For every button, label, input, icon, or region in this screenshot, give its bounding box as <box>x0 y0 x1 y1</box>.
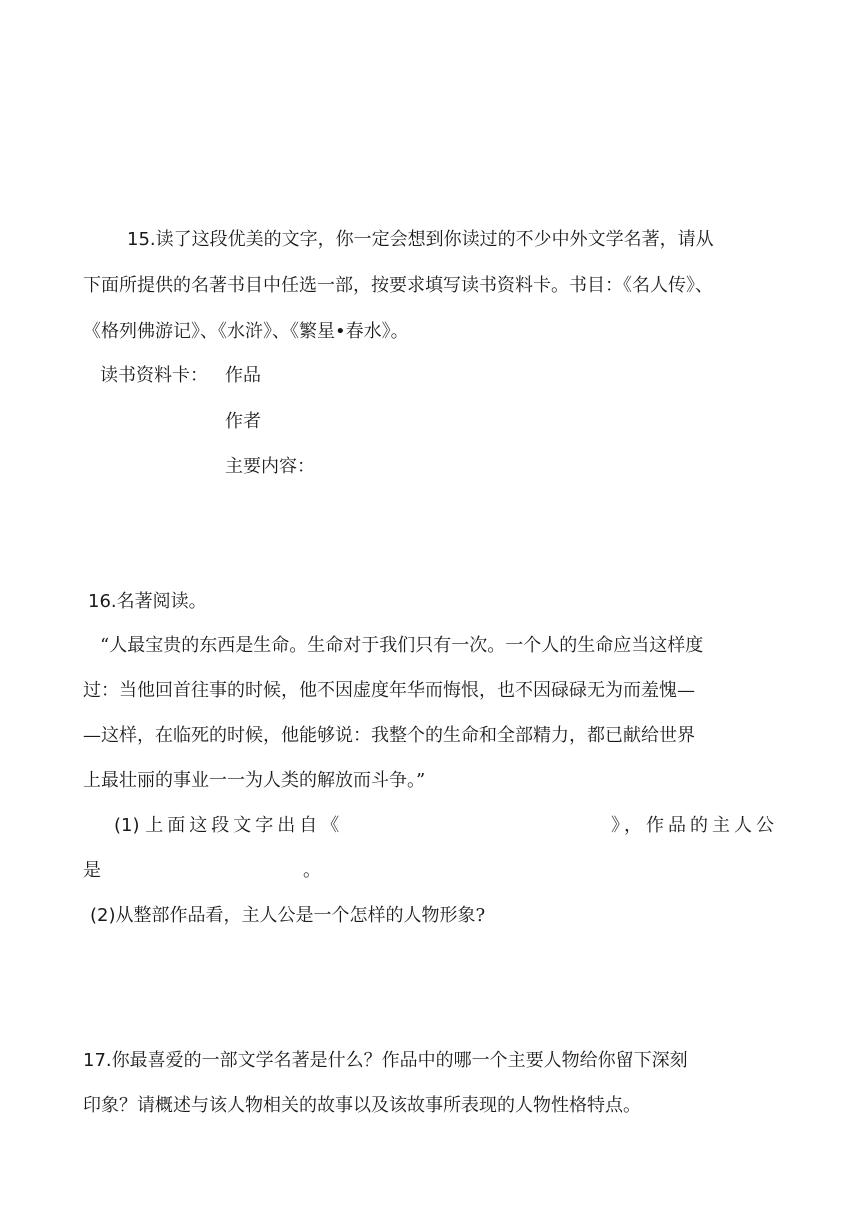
q16-sub2 <box>90 904 485 928</box>
q16-sub1-text-c: 是 <box>83 860 101 881</box>
q15-line-2: 下面所提供的名著书目中任选一部，按要求填写读书资料卡。书目：《名人传》、 <box>83 275 713 296</box>
q16-sub1-number: (1) <box>114 815 140 836</box>
q16-sub2-number: (2) <box>90 905 116 926</box>
q15-text-1: 读了这段优美的文字，你一定会想到你读过的不少中外文学名著，请从 <box>155 229 714 250</box>
q16-sub1-line-1 <box>114 814 778 838</box>
q17-line-2: 印象？请概述与该人物相关的故事以及该故事所表现的人物性格特点。 <box>83 1095 641 1116</box>
q15-line-3: 《格列佛游记》、《水浒》、《繁星•春水》。 <box>83 321 409 342</box>
q16-sub2-text: 从整部作品看，主人公是一个怎样的人物形象? <box>115 905 486 926</box>
q16-quote-line-3: —这样，在临死的时候，他能够说：我整个的生命和全部精力，都已献给世界 <box>83 725 695 746</box>
card-field-author: 作者 <box>225 411 261 432</box>
q16-quote-line-4: 上最壮丽的事业一一为人类的解放而斗争。” <box>83 770 426 791</box>
q15-line-1 <box>127 228 714 252</box>
q17-text-1: 你最喜爱的一部文学名著是什么？作品中的哪一个主要人物给你留下深刻 <box>111 1050 688 1071</box>
q16-sub1-text-a: 上面这段文字出自《 <box>145 815 344 836</box>
card-field-work: 作品 <box>225 365 261 386</box>
q17-number: 17. <box>83 1050 112 1071</box>
q16-quote-line-2: 过：当他回首往事的时候，他不因虚度年华而悔恨，也不因碌碌无为而羞愧— <box>83 680 695 701</box>
q16-quote-line-1: “人最宝贵的东西是生命。生命对于我们只有一次。一个人的生命应当这样度 <box>100 635 704 656</box>
q16-title: 名著阅读。 <box>116 591 207 612</box>
q16-heading <box>88 590 207 614</box>
q16-sub1-text-b: 》，作品的主人公 <box>611 815 778 836</box>
q16-sub1-line-2 <box>83 859 101 883</box>
q17-line-1 <box>83 1049 688 1073</box>
card-field-content: 主要内容： <box>225 456 315 477</box>
q15-number: 15. <box>127 229 156 250</box>
reading-card-label: 读书资料卡： <box>100 365 208 386</box>
q16-sub1-line-2-end: 。 <box>303 860 321 881</box>
q16-number: 16. <box>88 591 117 612</box>
